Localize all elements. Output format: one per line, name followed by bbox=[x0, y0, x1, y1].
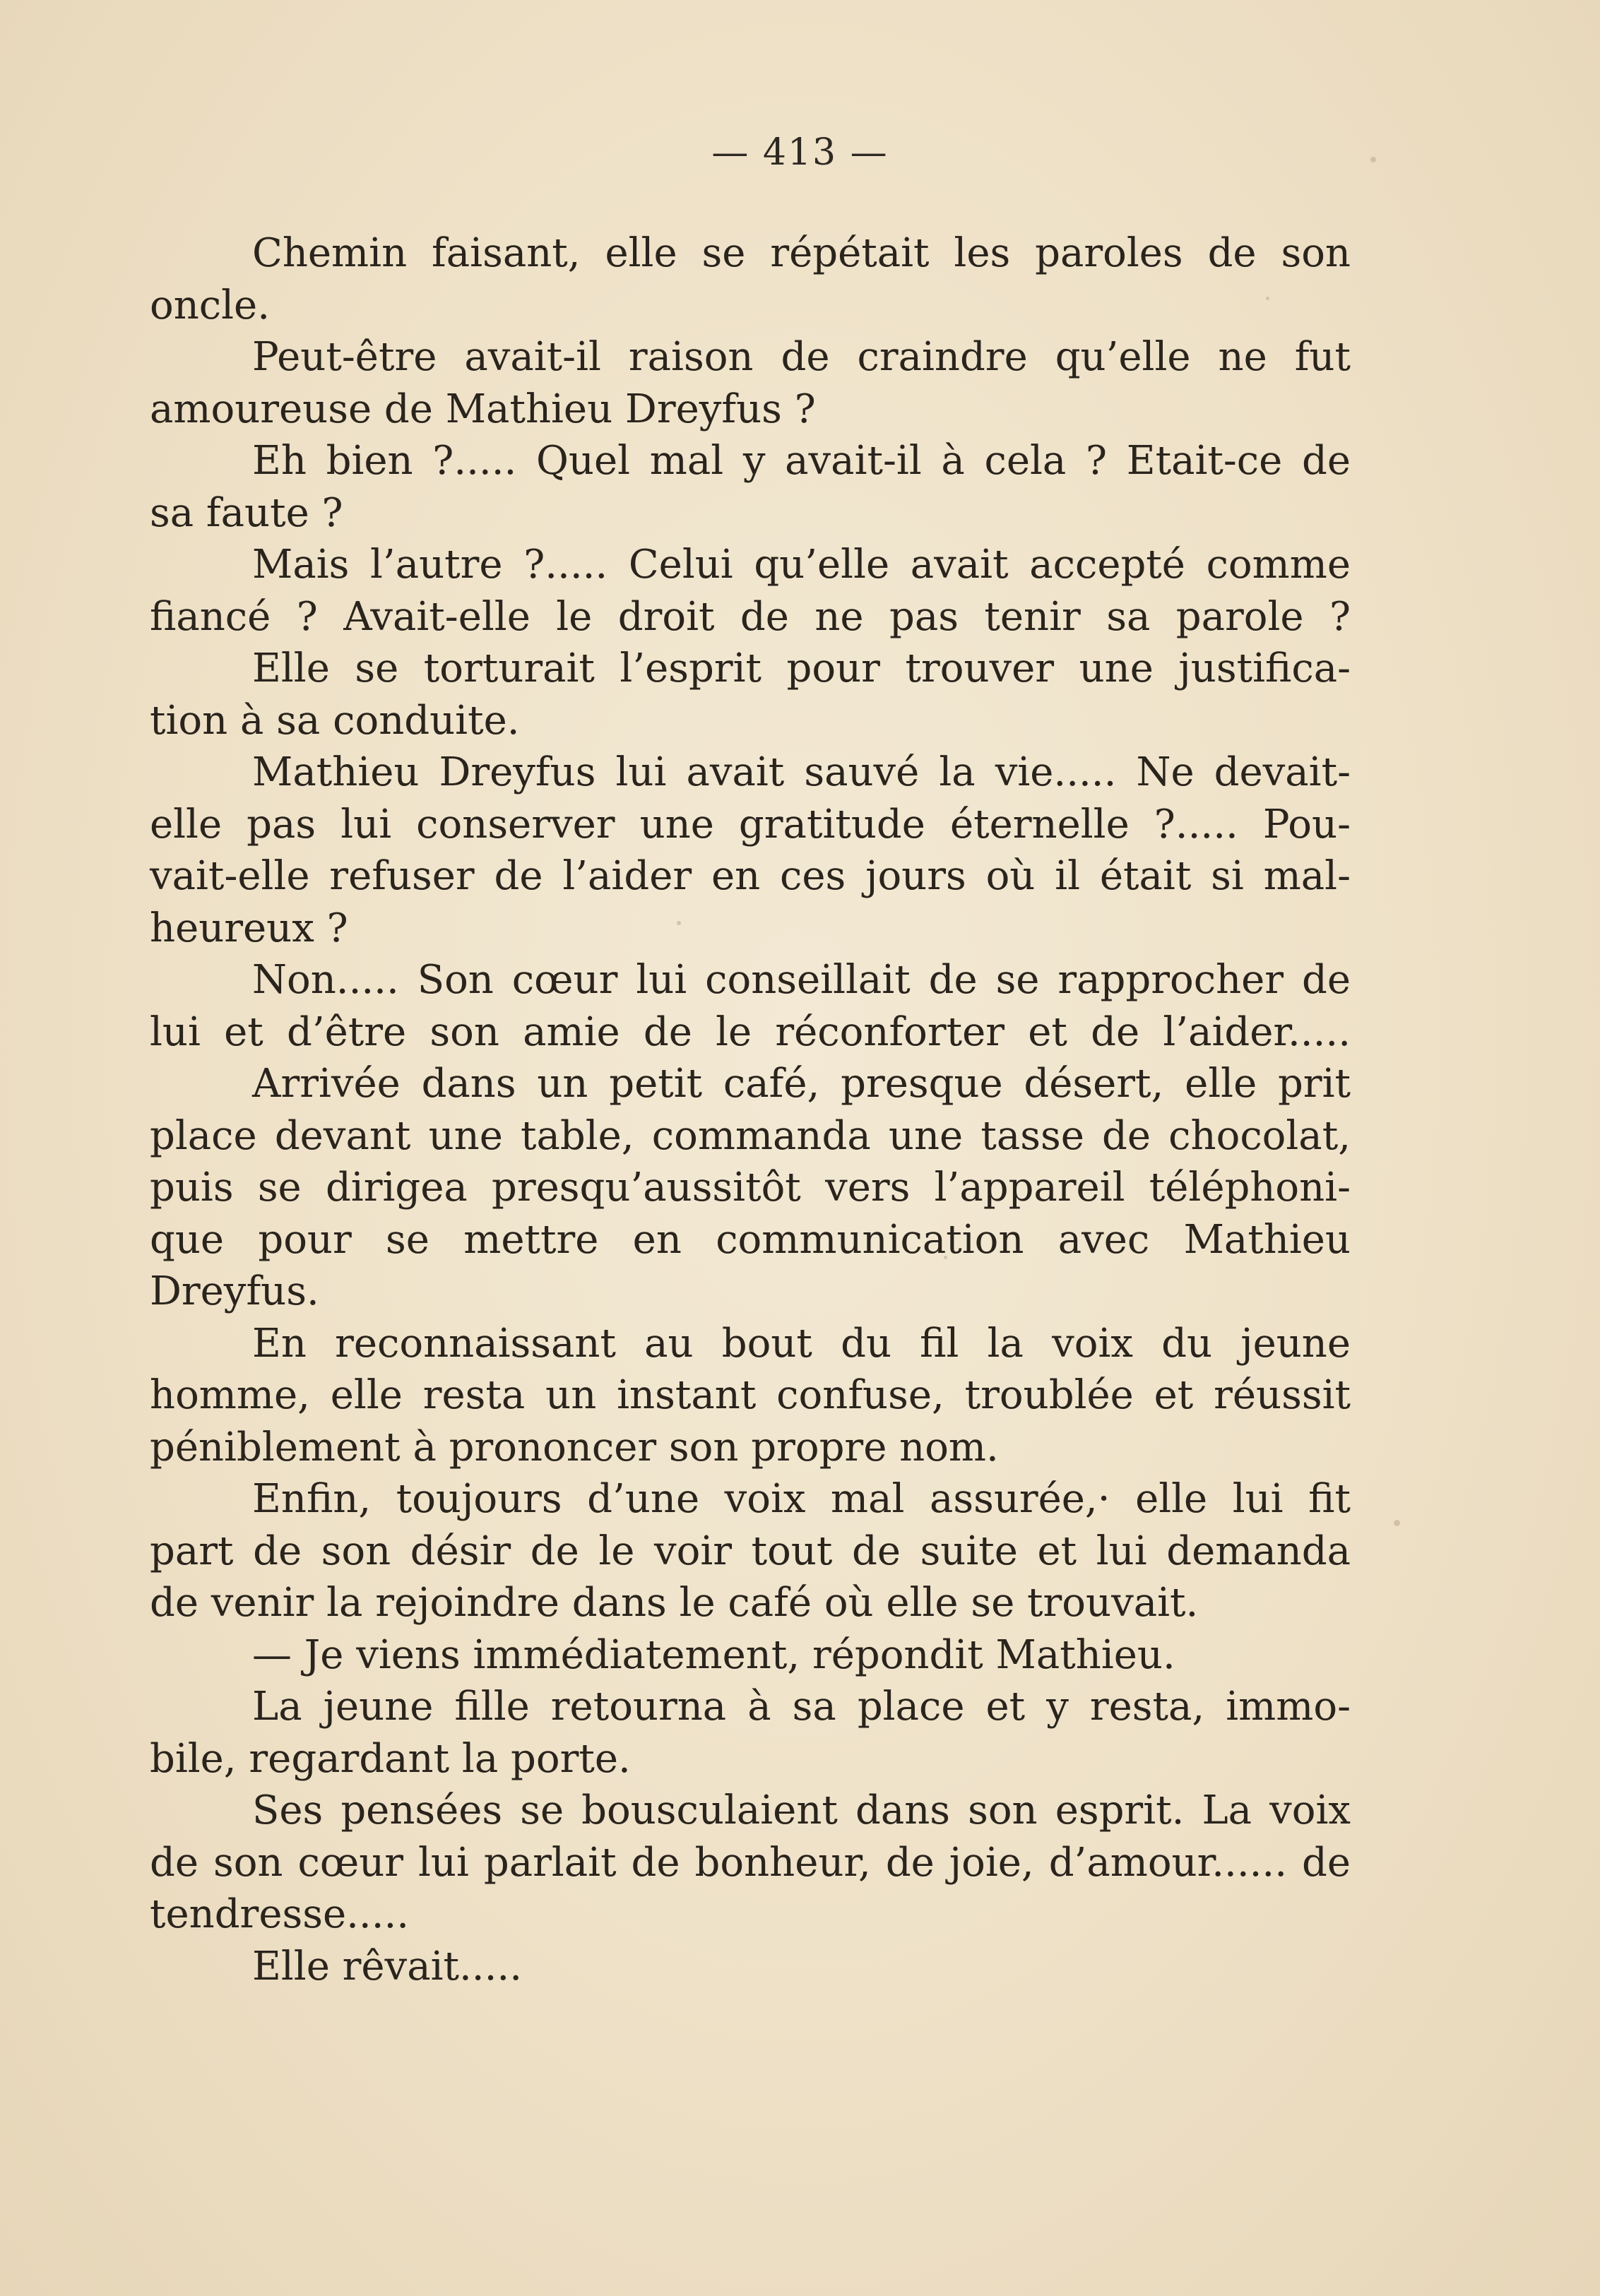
body-text bbox=[150, 227, 1351, 1992]
text-line: sa faute ? bbox=[150, 489, 343, 536]
text-line: Non..... Son cœur lui conseillait de se rapprocher de bbox=[252, 957, 1351, 1003]
text-line: — Je viens immédiatement, répondit Mathieu. bbox=[252, 1631, 1175, 1678]
page-number: — 413 — bbox=[711, 131, 889, 174]
text-line: bile, regardant la porte. bbox=[150, 1735, 631, 1782]
text-line: heureux ? bbox=[150, 905, 348, 951]
text-line: vait-elle refuser de l’aider en ces jours où il était si mal- bbox=[150, 853, 1351, 899]
text-line: Eh bien ?..... Quel mal y avait-il à cela ? Etait-ce de bbox=[252, 438, 1351, 484]
text-line: de son cœur lui parlait de bonheur, de joie, d’amour...... de bbox=[150, 1839, 1351, 1886]
text-line: oncle. bbox=[150, 282, 270, 328]
text-line: homme, elle resta un instant confuse, troublée et réussit bbox=[150, 1372, 1351, 1418]
paper-speck bbox=[1394, 1520, 1400, 1526]
text-line: Enfin, toujours d’une voix mal assurée,· elle lui fit bbox=[252, 1476, 1351, 1522]
text-line: En reconnaissant au bout du fil la voix du jeune bbox=[252, 1320, 1351, 1367]
text-line: fiancé ? Avait-elle le droit de ne pas tenir sa parole ? bbox=[150, 593, 1351, 640]
text-line: place devant une table, commanda une tasse de chocolat, bbox=[150, 1112, 1351, 1159]
text-line: La jeune fille retourna à sa place et y resta, immo- bbox=[252, 1684, 1351, 1730]
text-line: Elle se torturait l’esprit pour trouver une justifica- bbox=[252, 646, 1351, 691]
text-line: tion à sa conduite. bbox=[150, 697, 520, 744]
text-line: Mathieu Dreyfus lui avait sauvé la vie..... Ne devait- bbox=[252, 749, 1351, 795]
text-line: Mais l’autre ?..... Celui qu’elle avait accepté comme bbox=[252, 542, 1351, 588]
text-line: Peut-être avait-il raison de craindre qu’elle ne fut bbox=[252, 334, 1351, 380]
text-line: Chemin faisant, elle se répétait les paroles de son bbox=[252, 230, 1351, 276]
text-line: amoureuse de Mathieu Dreyfus ? bbox=[150, 386, 816, 432]
text-line: tendresse..... bbox=[150, 1891, 410, 1937]
text-line: que pour se mettre en communication avec Mathieu bbox=[150, 1216, 1351, 1263]
text-line: puis se dirigea presqu’aussitôt vers l’appareil téléphoni- bbox=[150, 1165, 1351, 1211]
text-line: lui et d’être son amie de le réconforter et de l’aider..... bbox=[150, 1009, 1351, 1055]
text-line: elle pas lui conserver une gratitude éternelle ?..... Pou- bbox=[150, 801, 1351, 847]
text-line: péniblement à prononcer son propre nom. bbox=[150, 1424, 999, 1470]
text-line: de venir la rejoindre dans le café où elle se trouvait. bbox=[150, 1580, 1199, 1626]
text-line: Elle rêvait..... bbox=[252, 1943, 522, 1989]
text-line: Dreyfus. bbox=[150, 1268, 319, 1314]
text-line: Ses pensées se bousculaient dans son esprit. La voix bbox=[252, 1788, 1351, 1833]
text-line: part de son désir de le voir tout de suite et lui demanda bbox=[150, 1528, 1351, 1574]
text-line: Arrivée dans un petit café, presque désert, elle prit bbox=[252, 1061, 1351, 1107]
